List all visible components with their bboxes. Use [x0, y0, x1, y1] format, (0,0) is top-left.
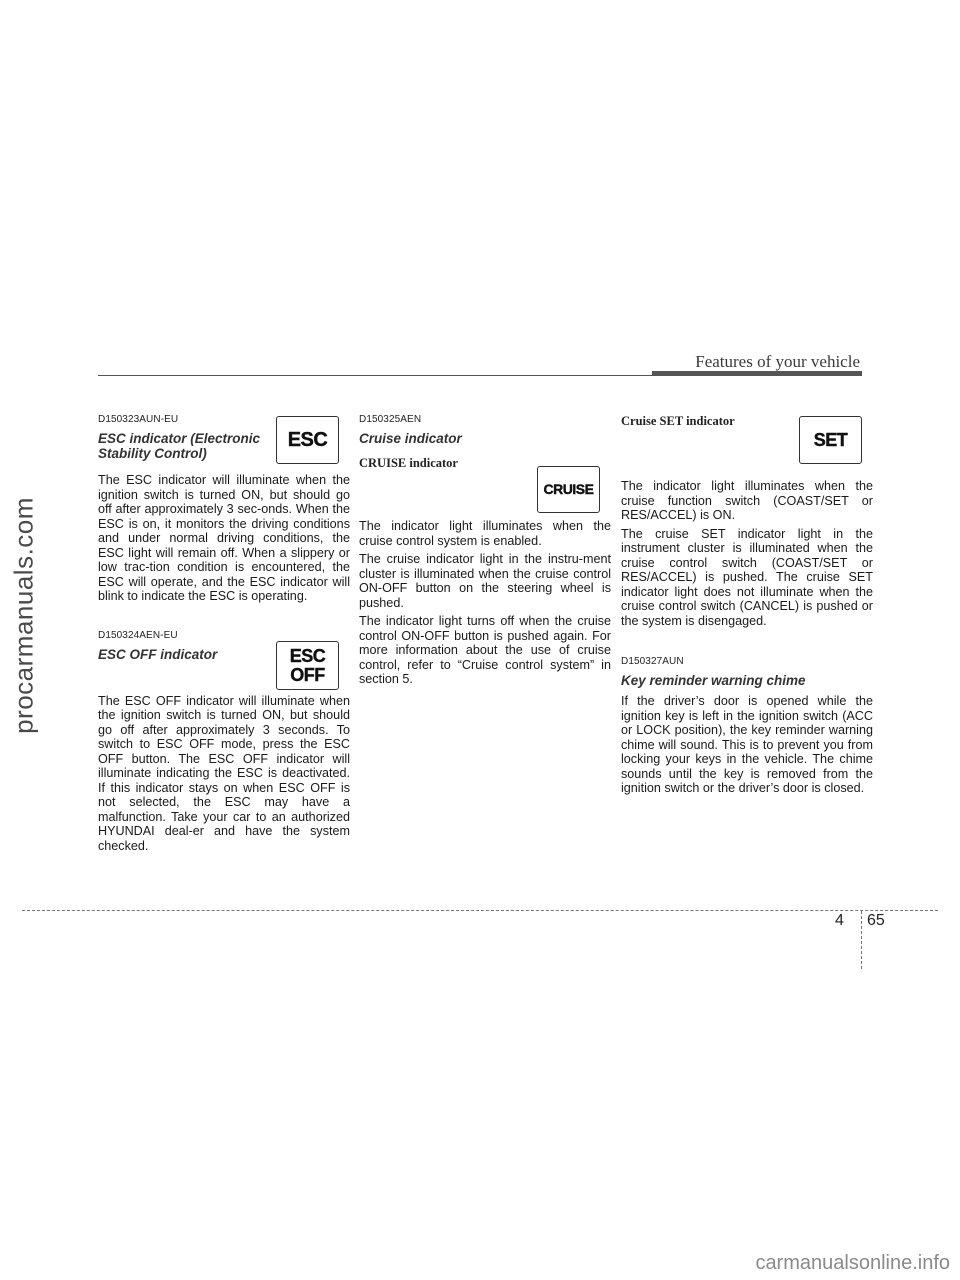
section-heading: Cruise indicator	[359, 431, 462, 446]
section-heading: ESC OFF indicator	[98, 646, 218, 662]
column-3	[621, 414, 873, 800]
section-code: D150325AEN	[359, 414, 422, 425]
bottom-watermark: carmanualsonline.info	[755, 1252, 950, 1274]
section-heading: ESC indicator (Electronic Stability Control)	[98, 431, 261, 461]
body-text: The cruise indicator light in the instru-ment cluster is illuminated when the cruise control ON-OFF button on the steering wheel is pushed.	[359, 552, 611, 610]
cruise-indicator-icon: CRUISE	[537, 466, 600, 513]
section-title: Features of your vehicle	[695, 352, 860, 371]
section-code: D150324AEN-EU	[98, 629, 178, 641]
section-code: D150327AUN	[621, 656, 684, 667]
body-text: The indicator light illuminates when the cruise control system is enabled.	[359, 519, 611, 548]
section-code: D150323AUN-EU	[98, 414, 179, 425]
side-watermark: procarmanuals.com	[8, 497, 39, 734]
body-text: The ESC indicator will illuminate when the ignition switch is turned ON, but should go off after approximately 3 sec-onds. When the ESC is on, it monitors the driving conditions and under normal driving conditions, the ESC light will remain off. When a slippery or low trac-tion condition is encountered, the ESC will operate, and the ESC indicator will blink to indicate the ESC is operating.	[98, 473, 350, 603]
section-heading: Key reminder warning chime	[621, 673, 806, 688]
body-text: The indicator light turns off when the cruise control ON-OFF button is pushed again. For more information about the use of cruise control, refer to “Cruise control system” in section 5.	[359, 614, 611, 686]
header-accent-bar	[652, 371, 862, 376]
esc-indicator-icon: ESC	[276, 416, 339, 464]
subheading: Cruise SET indicator	[621, 414, 735, 428]
column-1	[98, 414, 350, 857]
body-text: The indicator light illuminates when the cruise function switch (COAST/SET or RES/ACCEL) is ON.	[621, 479, 873, 522]
footer-divider	[861, 911, 862, 969]
body-text: If the driver’s door is opened while the ignition key is left in the ignition switch (ACC or LOCK position), the key reminder warning chime will sound. This is to prevent you from locking your keys in the vehicle. The chime sounds until the key is removed from the ignition switch or the driver’s door is closed.	[621, 694, 873, 795]
esc-off-indicator-icon: ESC OFF	[276, 641, 339, 690]
body-text: The ESC OFF indicator will illuminate when the ignition switch is turned ON, but should go off after approximately 3 seconds. To switch to ESC OFF mode, press the ESC OFF button. The ESC OFF indicator will illuminate indicating the ESC is deactivated. If this indicator stays on when ESC OFF is not selected, the ESC may have a malfunction. Take your car to an authorized HYUNDAI deal-er and have the system checked.	[98, 693, 350, 853]
column-2	[359, 414, 611, 691]
subheading: CRUISE indicator	[359, 456, 458, 470]
page-number: 65	[867, 912, 885, 929]
chapter-number: 4	[835, 912, 844, 929]
cruise-set-indicator-icon: SET	[799, 416, 862, 464]
footer-rule	[22, 910, 938, 911]
body-text: The cruise SET indicator light in the instrument cluster is illuminated when the cruise control switch (COAST/SET or RES/ACCEL) is pushed. The cruise SET indicator light does not illuminate when the cruise control switch (CANCEL) is pushed or the system is disengaged.	[621, 526, 873, 628]
